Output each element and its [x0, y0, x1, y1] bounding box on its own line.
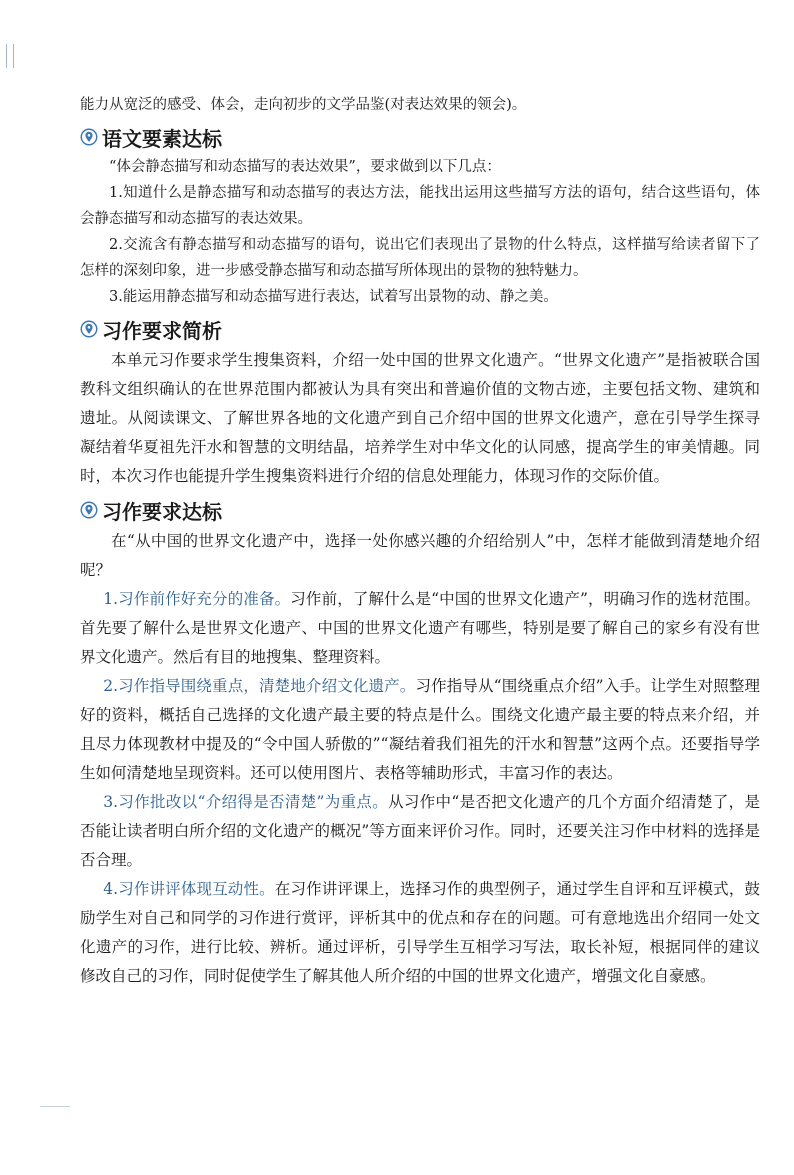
paragraph: 3.能运用静态描写和动态描写进行表达，试着写出景物的动、静之美。 — [109, 289, 558, 305]
intro-line: 能力从宽泛的感受、体会，走向初步的文学品鉴(对表达效果的领会)。 — [80, 97, 527, 113]
section-heading-2 — [80, 314, 760, 344]
binding-edge-mark — [6, 44, 14, 68]
list-item — [80, 788, 760, 875]
section-title: 习作要求简析 — [102, 318, 222, 343]
paragraph: 在“从中国的世界文化遗产中，选择一处你感兴趣的介绍给别人”中，怎样才能做到清楚地介绍呢？ — [80, 532, 760, 579]
item-body: 在习作讲评课上，选择习作的典型例子，通过学生自评和互评模式，鼓励学生对自己和同学的习作进行赏评，评析其中的优点和存在的问题。可有意地选出介绍同一处文化遗产的习作，进行比较、辨析。通过评析，引导学生互相学习写法，取长补短，根据同伴的建议修改自己的习作，同时促使学生了解其他人所介绍的中国的世界文化遗产，增强文化自豪感。 — [80, 880, 760, 985]
item-body: 习作指导从“围绕重点介绍”入手。让学生对照整理好的资料，概括自己选择的文化遗产最主要的特点是什么。围绕文化遗产最主要的特点来介绍，并且尽力体现教材中提及的“令中国人骄傲的”“凝结着我们祖先的汗水和智慧”这两个点。还要指导学生如何清楚地呈现资料。还可以使用图片、表格等辅助形式，丰富习作的表达。 — [80, 677, 760, 782]
item-lead: 3.习作批改以“介绍得是否清楚”为重点。 — [103, 793, 389, 811]
item-body: 从习作中“是否把文化遗产的几个方面介绍清楚了，是否能让读者明白所介绍的文化遗产的概况”等方面来评价习作。同时，还要关注习作中材料的选择是否合理。 — [80, 793, 760, 869]
page-content — [80, 92, 760, 991]
paragraph: 1.知道什么是静态描写和动态描写的表达方法，能找出运用这些描写方法的语句，结合这些语句，体会静态描写和动态描写的表达效果。 — [80, 185, 760, 227]
list-item — [80, 875, 760, 991]
bottom-rule — [40, 1106, 70, 1107]
item-body: 习作前，了解什么是“中国的世界文化遗产”，明确习作的选材范围。首先要了解什么是世界文化遗产、中国的世界文化遗产有哪些，特别是要了解自己的家乡有没有世界文化遗产。然后有目的地搜集、整理资料。 — [80, 590, 760, 666]
paragraph: 2.交流含有静态描写和动态描写的语句，说出它们表现出了景物的什么特点，这样描写给读者留下了怎样的深刻印象，进一步感受静态描写和动态描写所体现出的景物的独特魅力。 — [80, 237, 760, 279]
item-lead: 1.习作前作好充分的准备。 — [103, 590, 291, 608]
location-pin-icon — [80, 320, 98, 338]
item-lead: 4.习作讲评体现互动性。 — [103, 880, 275, 898]
section-title: 语文要素达标 — [102, 126, 222, 151]
section-heading-1 — [80, 122, 760, 152]
paragraph: 本单元习作要求学生搜集资料，介绍一处中国的世界文化遗产。“世界文化遗产”是指被联合国教科文组织确认的在世界范围内都被认为具有突出和普遍价值的文物古迹，主要包括文物、建筑和遗址。从阅读课文、了解世界各地的文化遗产到自己介绍中国的世界文化遗产，意在引导学生探寻凝结着华夏祖先汗水和智慧的文明结晶，培养学生对中华文化的认同感，提高学生的审美情趣。同时，本次习作也能提升学生搜集资料进行介绍的信息处理能力，体现习作的交际价值。 — [80, 351, 760, 485]
paragraph: “体会静态描写和动态描写的表达效果”，要求做到以下几点： — [109, 159, 501, 175]
list-item — [80, 672, 760, 788]
location-pin-icon — [80, 501, 98, 519]
item-lead: 2.习作指导围绕重点，清楚地介绍文化遗产。 — [103, 677, 416, 695]
section-heading-3 — [80, 495, 760, 525]
location-pin-icon — [80, 128, 98, 146]
section-title: 习作要求达标 — [102, 499, 222, 524]
list-item — [80, 585, 760, 672]
